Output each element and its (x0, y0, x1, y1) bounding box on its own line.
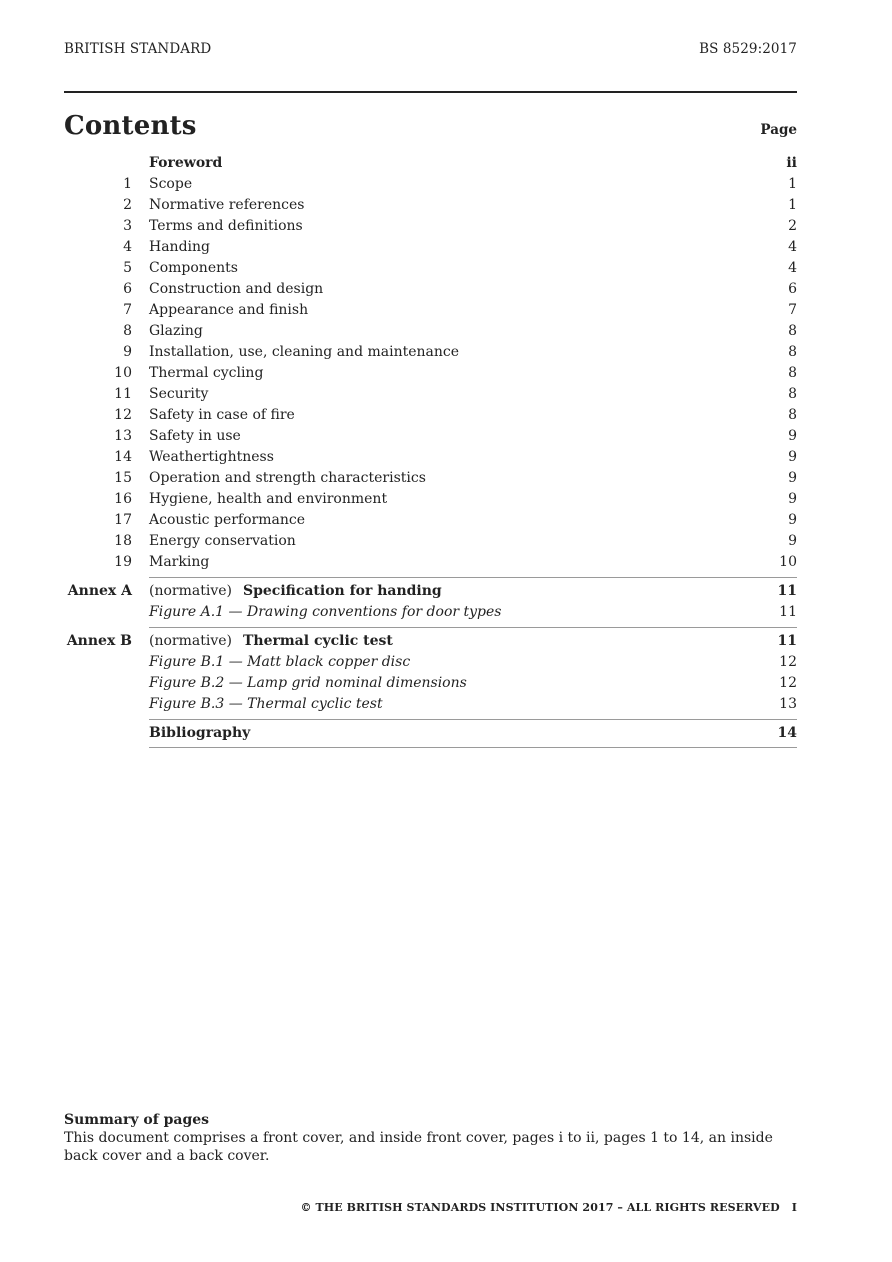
toc-entry-title: Safety in case of fire (149, 407, 295, 423)
toc-entry-page: 4 (788, 260, 797, 276)
toc-entry-page: 8 (788, 344, 797, 360)
toc-entry-page: 8 (788, 365, 797, 381)
toc-entry-clause[interactable] (64, 195, 797, 216)
toc-entry-title: Installation, use, cleaning and maintenance (149, 344, 460, 360)
annex-title: Specification for handing (242, 583, 442, 599)
toc-entry-page: 11 (777, 633, 797, 649)
toc-entry-clause[interactable] (64, 237, 797, 258)
toc-entry-title: Thermal cycling (149, 365, 264, 381)
toc-entry-page: 11 (779, 604, 797, 620)
toc-entry-number: 6 (123, 281, 132, 297)
toc-entry-page: 9 (788, 449, 797, 465)
contents-heading: Contents (64, 111, 197, 141)
section-divider (149, 577, 797, 578)
header-publisher: BRITISH STANDARD (64, 41, 212, 57)
toc-entry-clause[interactable] (64, 552, 797, 573)
toc-entry-number: 3 (123, 218, 132, 234)
toc-entry-clause[interactable] (64, 510, 797, 531)
toc-entry-page: 9 (788, 491, 797, 507)
toc-entry-number: 10 (114, 365, 132, 381)
toc-entry-number: 19 (114, 554, 132, 570)
toc-entry-clause[interactable] (64, 363, 797, 384)
toc-entry-clause[interactable] (64, 426, 797, 447)
toc-entry-number: 9 (123, 344, 132, 360)
figure-title: Figure A.1 — Drawing conventions for door types (149, 604, 502, 620)
toc-entry-number: 1 (123, 176, 132, 192)
running-header (64, 41, 797, 61)
summary-text: This document comprises a front cover, and inside front cover, pages i to ii, pages 1 to 14, an inside back cover and a back cover. (64, 1130, 773, 1164)
toc-entry-number: 7 (123, 302, 132, 318)
toc-entry-clause[interactable] (64, 321, 797, 342)
page-footer (300, 1201, 797, 1214)
toc-entry-title: Bibliography (149, 725, 251, 741)
toc-entry-title: Components (149, 260, 238, 276)
toc-entry-title (149, 581, 442, 602)
toc-entry-page: 12 (779, 654, 797, 670)
section-divider (149, 627, 797, 628)
toc-entry-annex-b[interactable] (64, 631, 797, 652)
toc-entry-page: 12 (779, 675, 797, 691)
toc-entry-title: Construction and design (149, 281, 324, 297)
toc-entry-title: Glazing (149, 323, 203, 339)
toc-entry-figure[interactable] (64, 652, 797, 673)
header-rule (64, 91, 797, 93)
toc-entry-number: 11 (114, 386, 132, 402)
page-column-label: Page (760, 122, 797, 138)
toc-entry-page: ii (786, 155, 797, 171)
copyright-notice: © THE BRITISH STANDARDS INSTITUTION 2017 – ALL RIGHTS RESERVED (300, 1201, 780, 1214)
toc-entry-number: 16 (114, 491, 132, 507)
toc-entry-title: Acoustic performance (149, 512, 305, 528)
toc-entry-title: Weathertightness (149, 449, 274, 465)
toc-entry-page: 2 (788, 218, 797, 234)
toc-entry-clause[interactable] (64, 279, 797, 300)
toc-entry-page: 9 (788, 512, 797, 528)
annex-label: Annex A (67, 583, 132, 599)
toc-entry-title: Operation and strength characteristics (149, 470, 426, 486)
header-standard-number: BS 8529:2017 (699, 41, 797, 57)
toc-entry-annex-a[interactable] (64, 581, 797, 602)
toc-entry-clause[interactable] (64, 342, 797, 363)
toc-entry-number: 8 (123, 323, 132, 339)
figure-title: Figure B.2 — Lamp grid nominal dimensions (149, 675, 467, 691)
toc-entry-page: 8 (788, 386, 797, 402)
toc-entry-clause[interactable] (64, 258, 797, 279)
toc-entry-title: Marking (149, 554, 210, 570)
toc-entry-page: 9 (788, 533, 797, 549)
annex-type: (normative) (149, 633, 232, 649)
toc-entry-number: 5 (123, 260, 132, 276)
toc-entry-page: 13 (779, 696, 797, 712)
figure-title: Figure B.1 — Matt black copper disc (149, 654, 411, 670)
toc-entry-title: Terms and definitions (149, 218, 303, 234)
toc-entry-clause[interactable] (64, 531, 797, 552)
toc-entry-clause[interactable] (64, 384, 797, 405)
toc-entry-number: 14 (114, 449, 132, 465)
toc-entry-page: 8 (788, 323, 797, 339)
toc-entry-page: 4 (788, 239, 797, 255)
toc-entry-page: 11 (777, 583, 797, 599)
summary-heading: Summary of pages (64, 1112, 210, 1128)
toc-entry-page: 8 (788, 407, 797, 423)
toc-entry-title: Security (149, 386, 209, 402)
summary-of-pages (64, 1111, 797, 1165)
annex-title: Thermal cyclic test (242, 633, 393, 649)
toc-entry-title (149, 631, 393, 652)
toc-entry-number: 18 (114, 533, 132, 549)
toc-entry-number: 15 (114, 470, 132, 486)
toc-entry-title: Handing (149, 239, 210, 255)
toc-entry-figure[interactable] (64, 602, 797, 623)
toc-entry-title: Energy conservation (149, 533, 296, 549)
toc-entry-number: 4 (123, 239, 132, 255)
toc-entry-figure[interactable] (64, 673, 797, 694)
section-divider (149, 747, 797, 748)
toc-entry-page: 10 (779, 554, 797, 570)
toc-entry-page: 9 (788, 470, 797, 486)
toc-entry-title: Foreword (149, 155, 223, 171)
table-of-contents (64, 153, 797, 748)
section-divider (149, 719, 797, 720)
toc-entry-number: 12 (114, 407, 132, 423)
toc-entry-page: 1 (788, 176, 797, 192)
toc-entry-number: 2 (123, 197, 132, 213)
annex-type: (normative) (149, 583, 232, 599)
toc-entry-title: Hygiene, health and environment (149, 491, 388, 507)
toc-entry-page: 1 (788, 197, 797, 213)
toc-entry-clause[interactable] (64, 405, 797, 426)
toc-entry-clause[interactable] (64, 216, 797, 237)
toc-entry-figure[interactable] (64, 694, 797, 715)
toc-entry-number: 17 (114, 512, 132, 528)
toc-entry-clause[interactable] (64, 174, 797, 195)
toc-entry-clause[interactable] (64, 468, 797, 489)
toc-entry-bibliography[interactable] (64, 723, 797, 744)
toc-entry-page: 6 (788, 281, 797, 297)
toc-entry-page: 14 (777, 725, 797, 741)
toc-entry-title: Scope (149, 176, 193, 192)
toc-entry-page: 7 (788, 302, 797, 318)
figure-title: Figure B.3 — Thermal cyclic test (149, 696, 383, 712)
toc-entry-page: 9 (788, 428, 797, 444)
toc-entry-title: Safety in use (149, 428, 241, 444)
toc-entry-clause[interactable] (64, 489, 797, 510)
toc-entry-clause[interactable] (64, 447, 797, 468)
toc-entry-foreword[interactable] (64, 153, 797, 174)
annex-label: Annex B (66, 633, 132, 649)
toc-entry-number: 13 (114, 428, 132, 444)
page-number: I (791, 1201, 797, 1214)
toc-entry-clause[interactable] (64, 300, 797, 321)
toc-entry-title: Appearance and finish (149, 302, 309, 318)
toc-entry-title: Normative references (149, 197, 305, 213)
